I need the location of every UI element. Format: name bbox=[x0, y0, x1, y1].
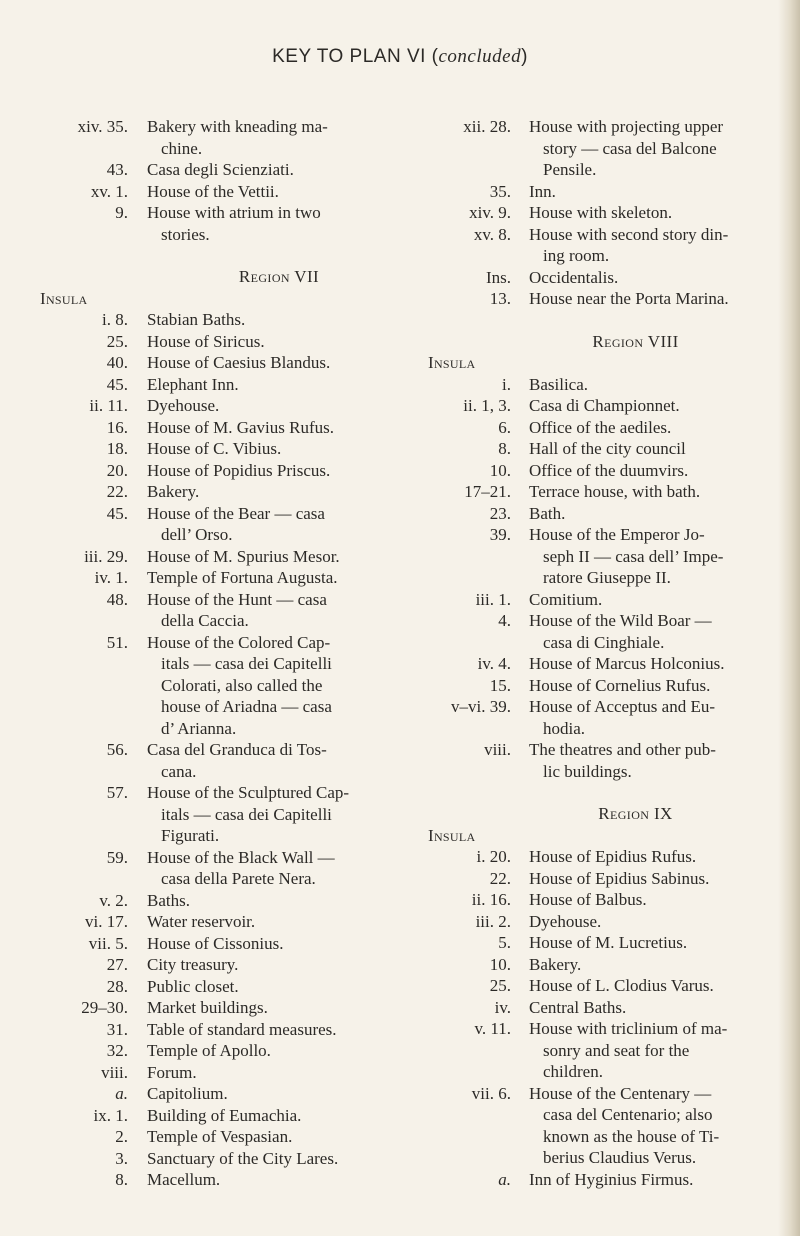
spacer bbox=[40, 245, 430, 266]
page-title-paren-open: ( bbox=[425, 46, 439, 67]
entry-text: House of Siricus. bbox=[147, 331, 265, 351]
entry-ref: vi. 17. bbox=[85, 912, 128, 931]
key-entry bbox=[428, 997, 783, 1019]
key-entry bbox=[40, 1083, 430, 1105]
entry-text: House of the Vettii. bbox=[147, 181, 279, 201]
key-entry bbox=[428, 524, 783, 589]
entry-text: Temple of Fortuna Augusta. bbox=[147, 568, 338, 587]
entry-ref: v. 11. bbox=[474, 1019, 511, 1038]
entry-ref: xv. 1. bbox=[90, 181, 128, 201]
key-entry bbox=[40, 1169, 430, 1191]
entry-ref: 51. bbox=[106, 632, 128, 652]
key-entry bbox=[40, 954, 430, 976]
entry-ref: 4. bbox=[498, 611, 511, 630]
entry-ref: 2. bbox=[115, 1127, 128, 1146]
key-entry bbox=[40, 546, 430, 568]
key-entry bbox=[428, 975, 783, 997]
entry-text: Casa degli Scienziati. bbox=[147, 160, 294, 179]
key-entry bbox=[40, 933, 430, 955]
key-entry bbox=[428, 1083, 783, 1169]
entry-text: Office of the aediles. bbox=[529, 417, 672, 437]
key-entry bbox=[428, 675, 783, 697]
entry-ref: 59. bbox=[106, 847, 128, 867]
key-entry bbox=[428, 911, 783, 933]
entry-text: Inn. bbox=[529, 181, 556, 201]
key-entry bbox=[40, 1105, 430, 1127]
insula-label: Insula bbox=[40, 288, 88, 308]
entry-ref: 39. bbox=[489, 525, 511, 544]
entry-text: House with atrium in two stories. bbox=[147, 203, 321, 244]
key-entry bbox=[428, 503, 783, 525]
entry-text: Baths. bbox=[147, 890, 190, 910]
entry-text: Forum. bbox=[147, 1062, 197, 1082]
entry-ref: 20. bbox=[106, 460, 128, 480]
entry-text: Bath. bbox=[529, 503, 566, 523]
entry-ref: i. 8. bbox=[102, 310, 128, 329]
entry-ref: vii. 5. bbox=[88, 933, 128, 953]
page-title-concluded: concluded bbox=[438, 46, 522, 67]
region-heading: Region IX bbox=[598, 804, 673, 823]
entry-text: Dyehouse. bbox=[529, 911, 602, 931]
entry-ref: 13. bbox=[489, 289, 511, 308]
entry-text: House of the Bear — casa dell’ Orso. bbox=[147, 503, 325, 544]
entry-text: House of Acceptus and Eu- hodia. bbox=[529, 697, 716, 738]
key-entry bbox=[40, 847, 430, 890]
entry-text: Building of Eumachia. bbox=[147, 1105, 302, 1125]
spacer bbox=[428, 310, 783, 331]
entry-ref: 48. bbox=[106, 589, 128, 609]
entry-text: House of Balbus. bbox=[529, 890, 647, 909]
entry-ref: Ins. bbox=[485, 267, 511, 287]
page-title-paren-close: ) bbox=[521, 46, 528, 67]
entry-ref: ix. 1. bbox=[93, 1105, 128, 1125]
entry-text: House of Caesius Blandus. bbox=[147, 353, 331, 372]
entry-text: House of the Wild Boar — casa di Cinghiale. bbox=[529, 611, 712, 652]
entry-text: Central Baths. bbox=[529, 997, 627, 1017]
key-entry bbox=[40, 159, 430, 181]
key-entry bbox=[40, 460, 430, 482]
key-entry bbox=[40, 782, 430, 847]
key-entry bbox=[40, 116, 430, 159]
key-entry bbox=[40, 352, 430, 374]
entry-ref: 35. bbox=[489, 181, 511, 201]
key-entry bbox=[428, 224, 783, 267]
key-entry bbox=[428, 1018, 783, 1083]
key-entry bbox=[428, 181, 783, 203]
entry-text: Macellum. bbox=[147, 1170, 221, 1189]
key-entry bbox=[428, 889, 783, 911]
entry-text: Market buildings. bbox=[147, 998, 268, 1017]
entry-text: Sanctuary of the City Lares. bbox=[147, 1148, 339, 1168]
page-title bbox=[0, 46, 800, 68]
entry-text: Casa del Granduca di Tos- cana. bbox=[147, 740, 327, 781]
right-column bbox=[428, 116, 783, 1190]
entry-ref: vii. 6. bbox=[471, 1083, 511, 1103]
key-entry bbox=[40, 1040, 430, 1062]
key-entry bbox=[40, 481, 430, 503]
key-entry bbox=[40, 976, 430, 998]
page-title-main: KEY TO PLAN VI bbox=[272, 46, 426, 67]
entry-text: House with triclinium of ma- sonry and seat for the children. bbox=[529, 1019, 728, 1081]
entry-ref: 31. bbox=[106, 1019, 128, 1039]
key-entry bbox=[428, 374, 783, 396]
insula-label: Insula bbox=[428, 353, 476, 372]
entry-ref: 25. bbox=[106, 331, 128, 351]
entry-ref: 57. bbox=[106, 783, 128, 802]
entry-text: Terrace house, with bath. bbox=[529, 482, 701, 501]
insula-label: Insula bbox=[428, 825, 476, 845]
entry-text: Stabian Baths. bbox=[147, 310, 246, 329]
entry-text: The theatres and other pub- lic buildings. bbox=[529, 740, 716, 781]
entry-text: Bakery with kneading ma- chine. bbox=[147, 117, 328, 158]
entry-ref: ii. 1, 3. bbox=[463, 396, 511, 415]
entry-ref: 23. bbox=[489, 503, 511, 523]
entry-ref: iii. 1. bbox=[475, 589, 511, 609]
key-entry bbox=[428, 868, 783, 890]
entry-ref: viii. bbox=[484, 740, 511, 759]
entry-text: House with projecting upper story — casa del Balcone Pensile. bbox=[529, 117, 724, 179]
key-entry bbox=[428, 653, 783, 675]
entry-ref: 8. bbox=[498, 439, 511, 458]
entry-text: Casa di Championnet. bbox=[529, 396, 680, 415]
entry-text: House of Epidius Rufus. bbox=[529, 847, 697, 866]
entry-text: House of M. Gavius Rufus. bbox=[147, 417, 334, 437]
entry-text: Basilica. bbox=[529, 374, 589, 394]
entry-ref: ii. 16. bbox=[471, 890, 511, 909]
key-entry bbox=[40, 395, 430, 417]
entry-ref: v–vi. 39. bbox=[451, 697, 511, 716]
key-entry bbox=[428, 739, 783, 782]
entry-ref: iii. 2. bbox=[475, 911, 511, 931]
key-entry bbox=[40, 739, 430, 782]
entry-text: Table of standard measures. bbox=[147, 1019, 337, 1039]
entry-ref: ii. 11. bbox=[89, 396, 128, 415]
entry-text: House of C. Vibius. bbox=[147, 439, 282, 458]
entry-ref: xiv. 35. bbox=[77, 117, 128, 136]
entry-ref: 43. bbox=[106, 160, 128, 179]
entry-ref: 15. bbox=[489, 675, 511, 695]
entry-ref: 10. bbox=[489, 460, 511, 480]
key-entry bbox=[428, 696, 783, 739]
entry-text: Water reservoir. bbox=[147, 912, 256, 931]
entry-text: House near the Porta Marina. bbox=[529, 289, 729, 308]
key-entry bbox=[40, 1126, 430, 1148]
entry-text: Bakery. bbox=[529, 954, 582, 974]
key-entry bbox=[40, 589, 430, 632]
entry-ref: i. bbox=[502, 374, 511, 394]
key-entry bbox=[40, 1148, 430, 1170]
entry-ref: 56. bbox=[106, 740, 128, 759]
entry-text: Temple of Apollo. bbox=[147, 1041, 271, 1060]
key-entry bbox=[40, 1019, 430, 1041]
entry-text: House of M. Lucretius. bbox=[529, 933, 688, 952]
entry-ref: iv. 4. bbox=[477, 654, 511, 673]
entry-ref: viii. bbox=[101, 1062, 128, 1082]
entry-text: Dyehouse. bbox=[147, 396, 220, 415]
entry-ref: 40. bbox=[106, 353, 128, 372]
key-entry bbox=[428, 288, 783, 310]
key-entry bbox=[428, 116, 783, 181]
key-entry bbox=[428, 1169, 783, 1191]
entry-ref: 3. bbox=[115, 1148, 128, 1168]
entry-ref: i. 20. bbox=[476, 847, 511, 866]
entry-ref: a. bbox=[115, 1084, 128, 1103]
key-entry bbox=[428, 438, 783, 460]
entry-ref: xiv. 9. bbox=[469, 203, 511, 222]
entry-ref: 45. bbox=[106, 503, 128, 523]
entry-text: House of Marcus Holconius. bbox=[529, 654, 725, 673]
entry-ref: a. bbox=[498, 1169, 511, 1189]
entry-ref: 6. bbox=[498, 417, 511, 437]
key-entry bbox=[40, 1062, 430, 1084]
entry-text: Elephant Inn. bbox=[147, 374, 239, 394]
key-entry bbox=[40, 309, 430, 331]
entry-ref: v. 2. bbox=[99, 890, 128, 910]
key-entry bbox=[428, 395, 783, 417]
entry-text: Public closet. bbox=[147, 976, 239, 996]
entry-ref: 28. bbox=[106, 976, 128, 996]
entry-text: House of the Centenary — casa del Centenario; also known as the house of Ti- berius Claudius Verus. bbox=[529, 1083, 720, 1167]
entry-ref: 8. bbox=[115, 1170, 128, 1189]
entry-text: House of the Sculptured Cap- itals — casa dei Capitelli Figurati. bbox=[147, 783, 350, 845]
key-entry bbox=[40, 374, 430, 396]
entry-ref: 22. bbox=[489, 868, 511, 888]
entry-ref: 16. bbox=[106, 417, 128, 437]
entry-text: House of the Hunt — casa della Caccia. bbox=[147, 589, 327, 630]
entry-ref: iv. bbox=[494, 997, 511, 1017]
spacer bbox=[428, 782, 783, 803]
key-entry bbox=[428, 932, 783, 954]
entry-text: House of Cornelius Rufus. bbox=[529, 675, 711, 695]
key-entry bbox=[40, 181, 430, 203]
key-entry bbox=[428, 846, 783, 868]
entry-text: Comitium. bbox=[529, 589, 603, 609]
entry-text: Bakery. bbox=[147, 482, 200, 501]
key-entry bbox=[40, 331, 430, 353]
key-entry bbox=[40, 632, 430, 740]
entry-ref: 18. bbox=[106, 439, 128, 458]
key-entry bbox=[40, 890, 430, 912]
entry-ref: 27. bbox=[106, 955, 128, 974]
entry-ref: iii. 29. bbox=[84, 546, 128, 566]
key-entry bbox=[428, 954, 783, 976]
key-entry bbox=[428, 589, 783, 611]
key-entry bbox=[40, 417, 430, 439]
key-entry bbox=[40, 997, 430, 1019]
left-column bbox=[40, 116, 430, 1191]
key-entry bbox=[428, 481, 783, 503]
entry-ref: 45. bbox=[106, 374, 128, 394]
entry-text: Capitolium. bbox=[147, 1084, 228, 1103]
key-entry bbox=[40, 911, 430, 933]
entry-ref: xii. 28. bbox=[463, 117, 511, 136]
entry-text: House with skeleton. bbox=[529, 203, 673, 222]
entry-ref: 9. bbox=[115, 203, 128, 222]
entry-ref: 22. bbox=[106, 482, 128, 501]
entry-text: House of the Black Wall — casa della Parete Nera. bbox=[147, 847, 335, 888]
entry-text: House of the Emperor Jo- seph II — casa dell’ Impe- ratore Giuseppe II. bbox=[529, 525, 724, 587]
entry-ref: 10. bbox=[489, 954, 511, 974]
key-entry bbox=[428, 417, 783, 439]
region-heading: Region VII bbox=[238, 267, 320, 286]
entry-ref: xv. 8. bbox=[473, 224, 511, 244]
entry-text: Inn of Hyginius Firmus. bbox=[529, 1169, 694, 1189]
entry-text: Occidentalis. bbox=[529, 267, 619, 287]
key-entry bbox=[40, 503, 430, 546]
key-entry bbox=[428, 610, 783, 653]
entry-text: Office of the duumvirs. bbox=[529, 460, 689, 480]
entry-text: House of L. Clodius Varus. bbox=[529, 976, 714, 995]
entry-text: House of Cissonius. bbox=[147, 933, 284, 953]
entry-text: House of the Colored Cap- itals — casa dei Capitelli Colorati, also called the house of Ariadna — casa d’ Arianna. bbox=[147, 632, 332, 738]
entry-ref: 32. bbox=[106, 1041, 128, 1060]
entry-ref: 25. bbox=[489, 976, 511, 995]
entry-text: Hall of the city council bbox=[529, 439, 686, 458]
key-entry bbox=[428, 267, 783, 289]
entry-ref: iv. 1. bbox=[94, 568, 128, 587]
entry-ref: 5. bbox=[498, 933, 511, 952]
key-entry bbox=[40, 438, 430, 460]
entry-text: City treasury. bbox=[147, 955, 239, 974]
entry-ref: 17–21. bbox=[464, 482, 511, 501]
entry-ref: 29–30. bbox=[81, 998, 128, 1017]
entry-text: House of M. Spurius Mesor. bbox=[147, 546, 340, 566]
key-entry bbox=[428, 202, 783, 224]
key-entry bbox=[428, 460, 783, 482]
entry-text: House of Epidius Sabinus. bbox=[529, 868, 710, 888]
entry-text: House of Popidius Priscus. bbox=[147, 460, 331, 480]
key-entry bbox=[40, 567, 430, 589]
key-entry bbox=[40, 202, 430, 245]
entry-text: Temple of Vespasian. bbox=[147, 1127, 293, 1146]
entry-text: House with second story din- ing room. bbox=[529, 224, 729, 265]
region-heading: Region VIII bbox=[592, 331, 679, 351]
